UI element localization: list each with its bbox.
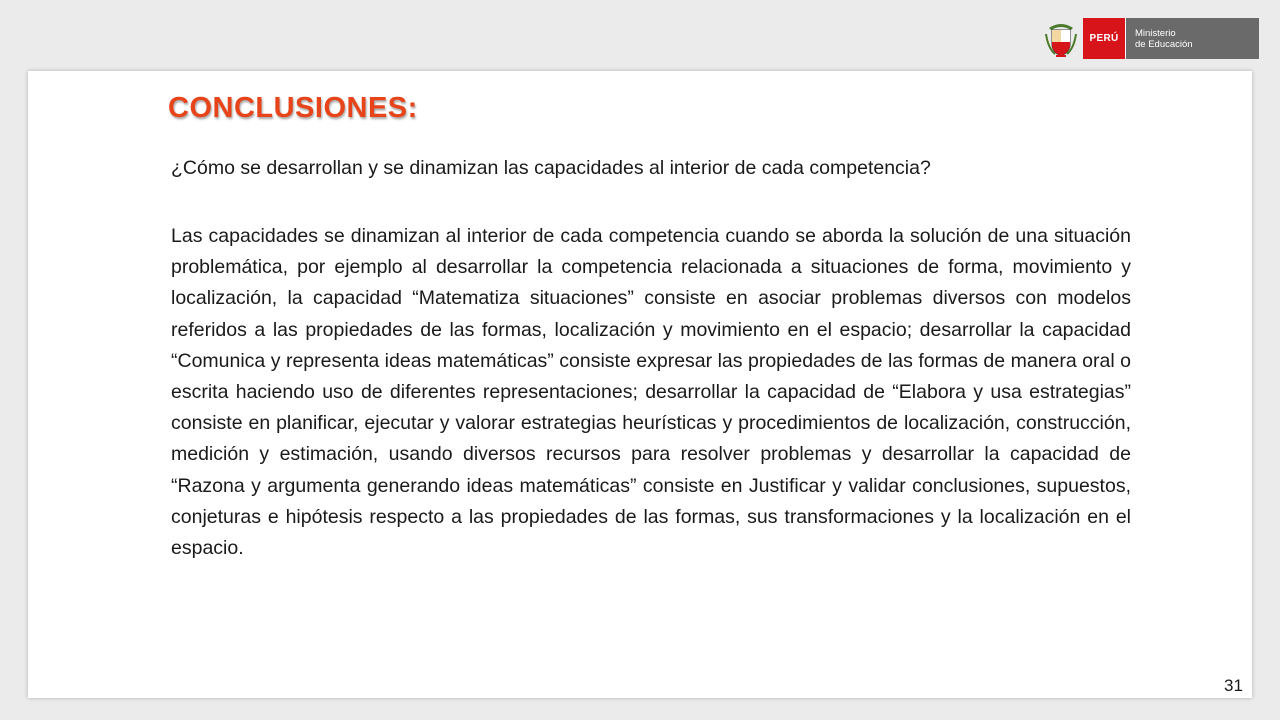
logo-ministry-line1: Ministerio — [1135, 27, 1176, 39]
logo-peru-label: PERÚ — [1083, 18, 1125, 59]
logo-ministry-label — [1125, 18, 1259, 59]
conclusion-paragraph: Las capacidades se dinamizan al interior de cada competencia cuando se aborda la solución de una situación problemática, por ejemplo al desarrollar la competencia relacionada a situaciones de forma, movimiento y localización, la capacidad “Matematiza situaciones” consiste en asociar problemas diversos con modelos referidos a las propiedades de las formas, localización y movimiento en el espacio; desarrollar la capacidad “Comunica y representa ideas matemáticas” consiste expresar las propiedades de las formas de manera oral o escrita haciendo uso de diferentes representaciones; desarrollar la capacidad de “Elabora y usa estrategias” consiste en planificar, ejecutar y valorar estrategias heurísticas y procedimientos de localización, construcción, medición y estimación, usando diversos recursos para resolver problemas y desarrollar la capacidad de “Razona y argumenta generando ideas matemáticas” consiste en Justificar y validar conclusiones, supuestos, conjeturas e hipótesis respecto a las propiedades de las formas, sus transformaciones y la localización en el espacio. — [171, 225, 1131, 560]
ministry-logo — [1043, 18, 1259, 59]
peru-coat-of-arms-icon — [1043, 18, 1079, 59]
page-number: 31 — [1224, 676, 1243, 695]
logo-ministry-line2: de Educación — [1135, 38, 1193, 50]
slide-title: CONCLUSIONES: — [168, 92, 418, 124]
question-text: ¿Cómo se desarrollan y se dinamizan las capacidades al interior de cada competencia? — [171, 157, 931, 179]
